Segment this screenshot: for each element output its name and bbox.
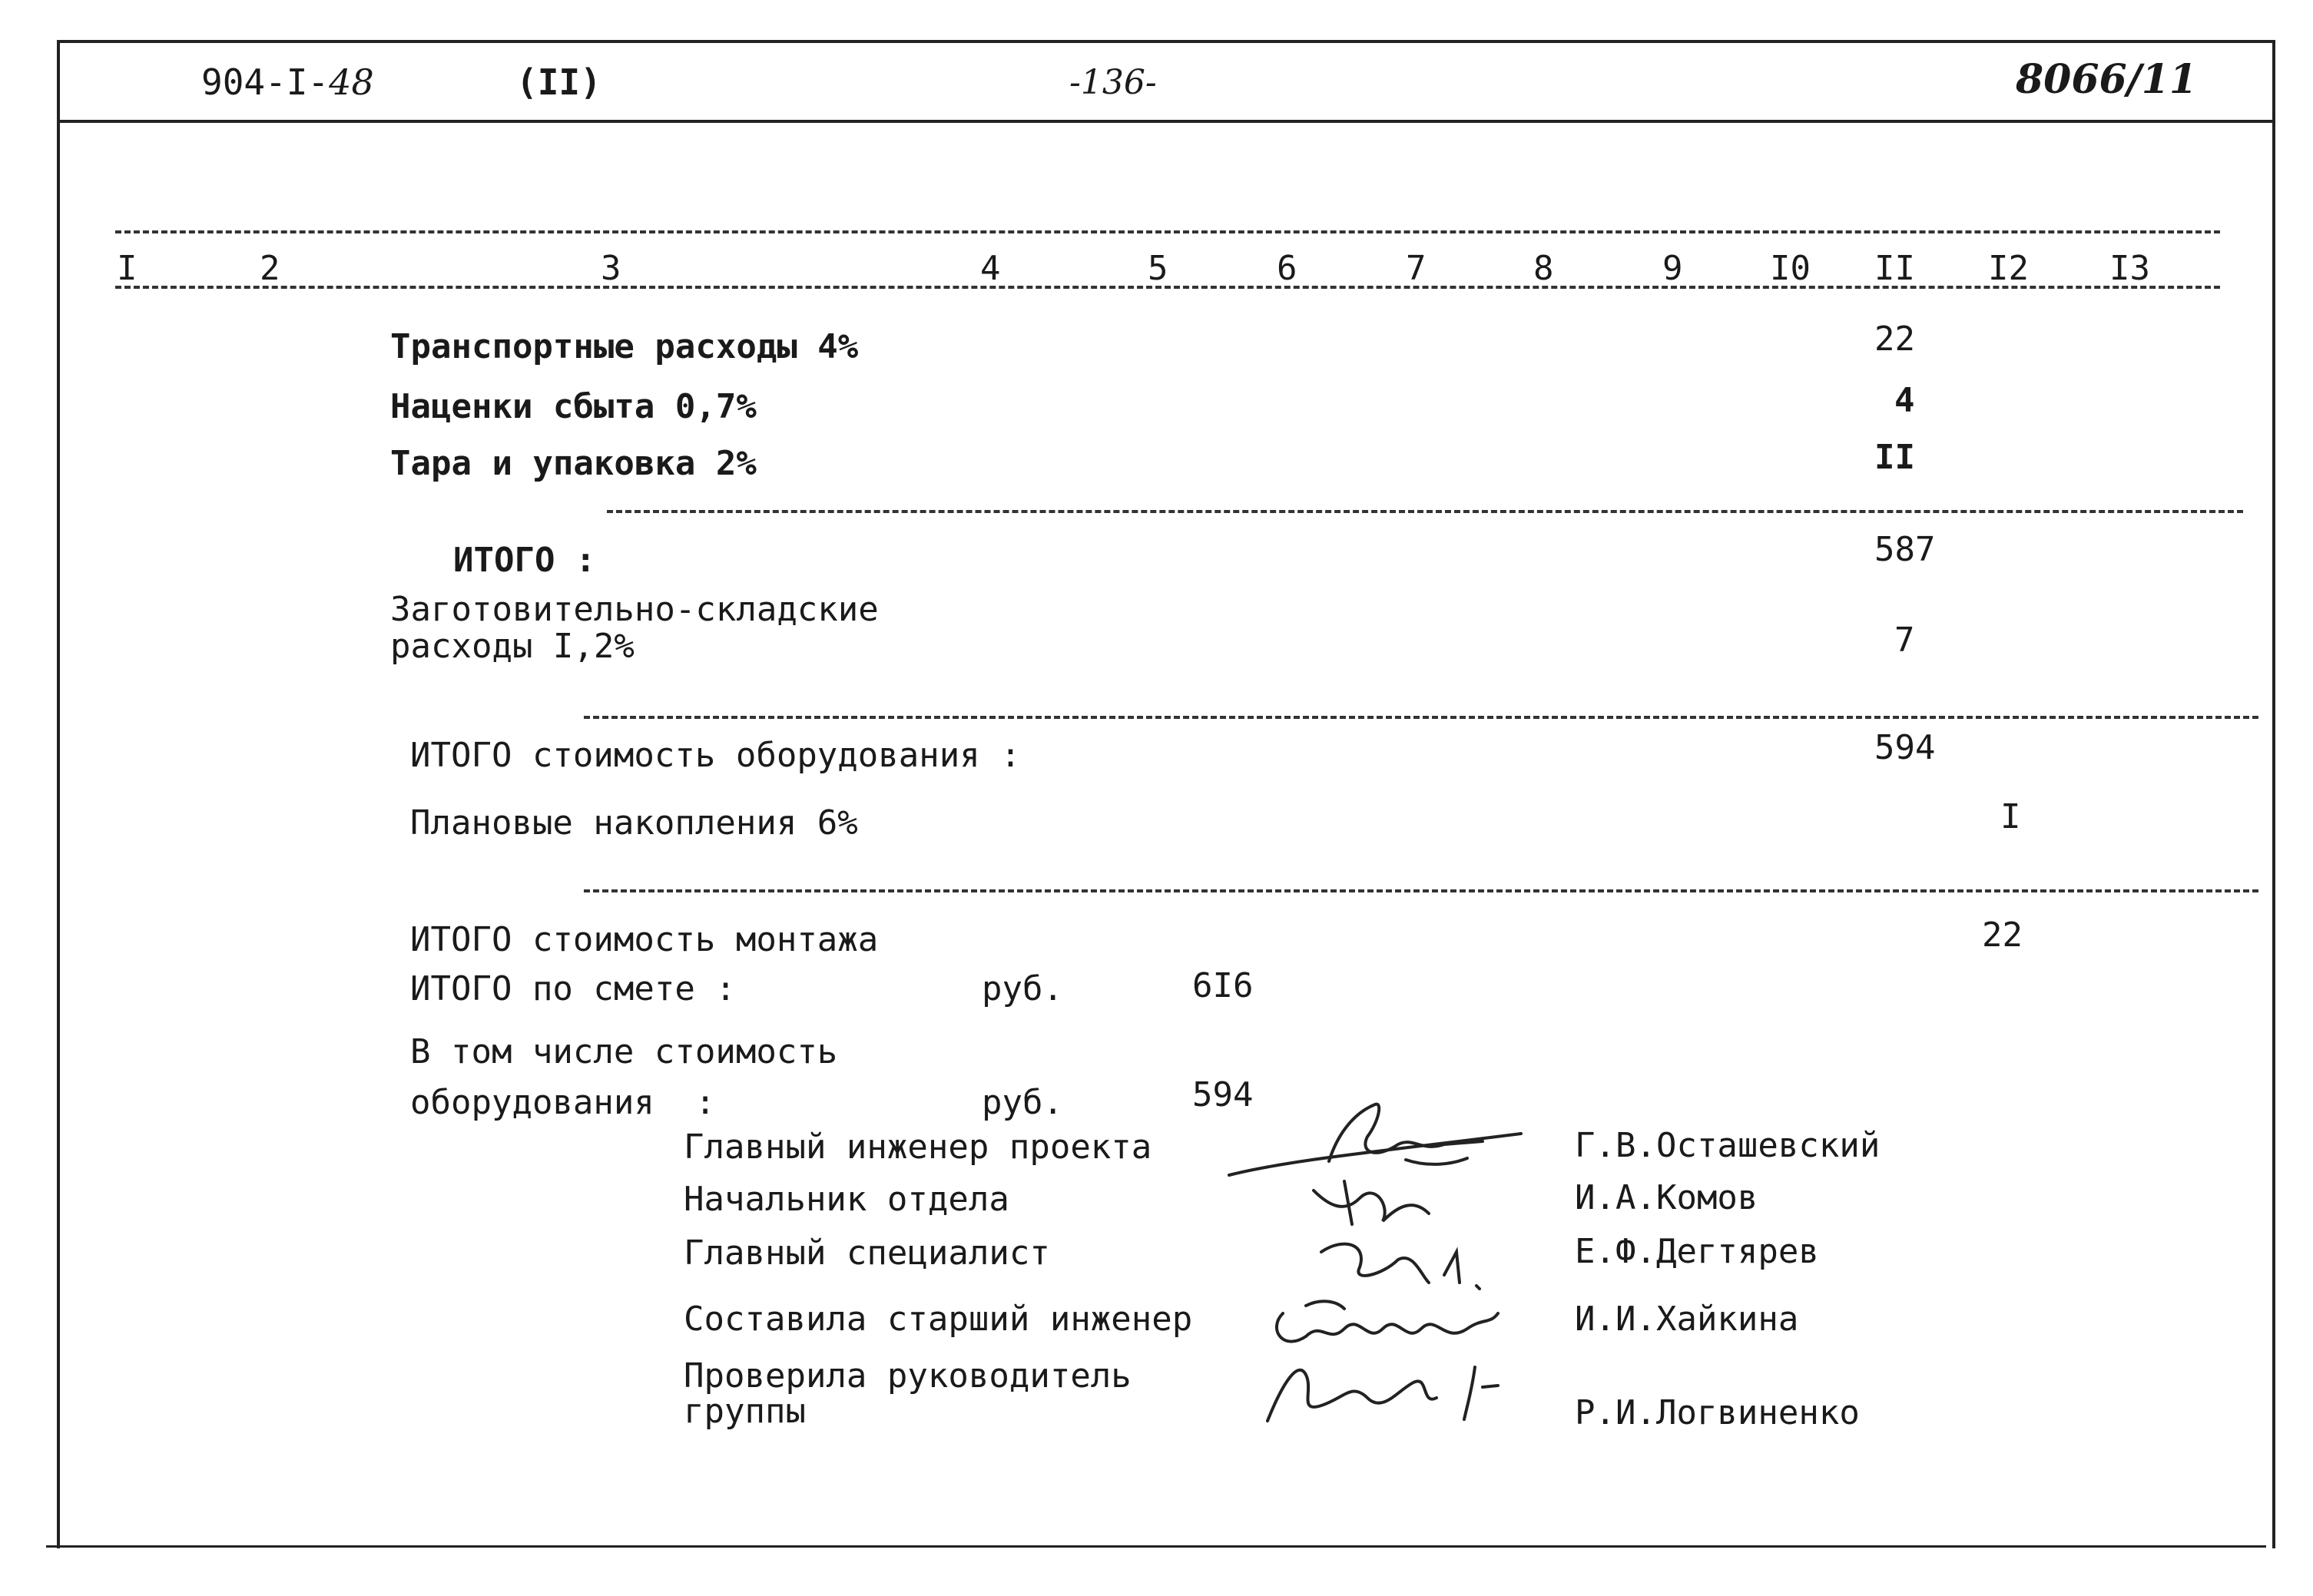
estimate-total-label: ИТОГО по смете :: [410, 969, 736, 1008]
signature-role: Главный инженер проекта: [684, 1127, 1152, 1167]
reference-number: 8066/11: [2016, 56, 2198, 103]
page-number: -136-: [1069, 63, 1157, 102]
packing-label: Тара и упаковка 2%: [390, 444, 757, 483]
equipment-total-value: 594: [1874, 728, 1936, 767]
column-number: II: [1874, 249, 1915, 288]
equipment-total-label: ИТОГО стоимость оборудования :: [410, 736, 1021, 775]
column-number: 4: [980, 249, 1001, 288]
header-rule: [57, 120, 2272, 123]
signature-role-line2: группы: [684, 1392, 806, 1431]
doc-code-printed: 904-I-: [201, 61, 330, 103]
column-number: 3: [601, 249, 621, 288]
signature-name: И.А.Комов: [1575, 1178, 1758, 1217]
column-number: 6: [1277, 249, 1297, 288]
subtotal-label: ИТОГО :: [453, 541, 596, 580]
including-equipment-unit: руб.: [982, 1083, 1063, 1122]
including-equipment-label-line1: В том числе стоимость: [410, 1032, 838, 1071]
equipment-total-rule: [584, 716, 2258, 719]
signature-role: Проверила руководитель: [684, 1356, 1132, 1396]
transport-costs-value: 22: [1874, 320, 1915, 359]
installation-total-label: ИТОГО стоимость монтажа: [410, 920, 879, 959]
planned-savings-value: I: [2000, 797, 2021, 836]
signature-role: Главный специалист: [684, 1233, 1050, 1273]
subtotal-rule: [607, 510, 2243, 513]
signature-role: Составила старший инженер: [684, 1300, 1193, 1339]
installation-total-value: 22: [1982, 916, 2023, 955]
warehouse-costs-value: 7: [1894, 621, 1915, 660]
estimate-total-value: 6I6: [1192, 966, 1254, 1005]
transport-costs-label: Транспортные расходы 4%: [390, 327, 859, 366]
column-number: 7: [1406, 249, 1427, 288]
column-number: I: [117, 249, 138, 288]
album-number: (II): [516, 61, 601, 103]
column-number: I0: [1770, 249, 1811, 288]
packing-value: II: [1874, 438, 1915, 477]
handwritten-signature: [1306, 1229, 1498, 1298]
signature-name: И.И.Хайкина: [1575, 1300, 1799, 1339]
sales-markup-label: Наценки сбыта 0,7%: [390, 387, 757, 426]
including-equipment-label-line2: оборудования :: [410, 1083, 716, 1122]
handwritten-signature: [1252, 1352, 1529, 1436]
estimate-total-unit: руб.: [982, 969, 1063, 1008]
installation-total-rule: [584, 889, 2258, 892]
signature-role: Начальник отдела: [684, 1180, 1009, 1219]
handwritten-signature: [1298, 1175, 1467, 1237]
signature-name: Е.Ф.Дегтярев: [1575, 1232, 1819, 1271]
column-number: 5: [1148, 249, 1168, 288]
column-number: I2: [1988, 249, 2029, 288]
column-number: I3: [2109, 249, 2150, 288]
column-number: 8: [1533, 249, 1554, 288]
signature-name: Г.В.Осташевский: [1575, 1126, 1881, 1165]
signature-name: Р.И.Логвиненко: [1575, 1393, 1860, 1432]
handwritten-signature: [1260, 1290, 1513, 1359]
warehouse-costs-label-line1: Заготовительно-складские: [390, 590, 879, 629]
planned-savings-label: Плановые накопления 6%: [410, 803, 858, 843]
doc-code-handwritten: 48: [329, 61, 374, 103]
warehouse-costs-label-line2: расходы I,2%: [390, 627, 635, 666]
sales-markup-value: 4: [1894, 381, 1915, 420]
handwritten-signature: [1221, 1091, 1529, 1183]
column-number: 9: [1662, 249, 1683, 288]
subtotal-value: 587: [1874, 530, 1936, 569]
including-equipment-value: 594: [1192, 1075, 1254, 1114]
column-header-top-rule: [115, 230, 2220, 233]
bottom-rule: [46, 1545, 2266, 1548]
column-number: 2: [260, 249, 280, 288]
doc-code: [201, 61, 374, 103]
